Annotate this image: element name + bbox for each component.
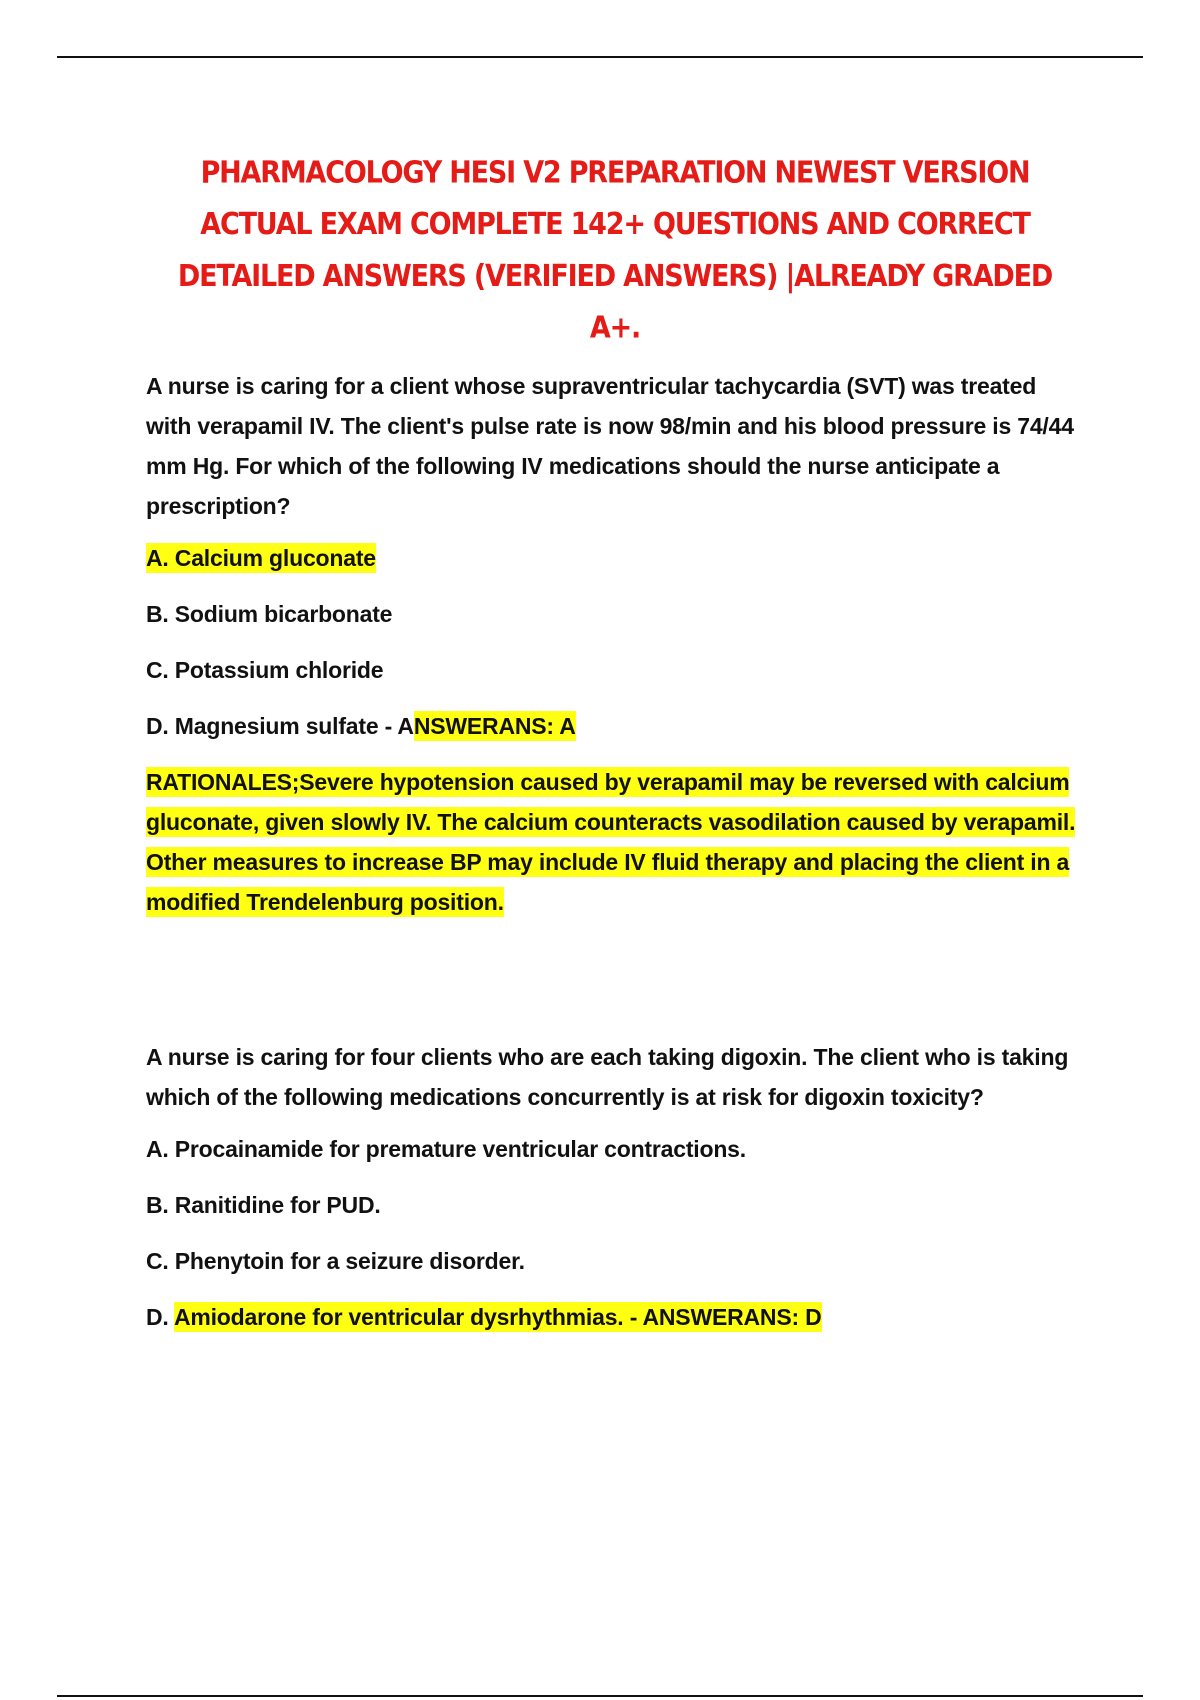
question-1-rationale <box>146 762 1086 922</box>
question-2 <box>146 1037 1086 1353</box>
question-2-stem: A nurse is caring for four clients who are each taking digoxin. The client who is taking which of the following medications concurrently is at risk for digoxin toxicity? <box>146 1044 1069 1110</box>
question-1-option-b: B. Sodium bicarbonate <box>146 601 393 627</box>
question-2-option-c: C. Phenytoin for a seizure disorder. <box>146 1248 525 1274</box>
answer-key-highlight: NSWERANS: A <box>413 713 576 739</box>
question-1 <box>146 366 1086 922</box>
option-d-prefix: D. <box>146 1304 174 1330</box>
bottom-rule <box>57 1695 1143 1697</box>
question-1-option-a <box>146 538 1086 578</box>
question-1-option-d <box>146 706 1086 746</box>
document-title: PHARMACOLOGY HESI V2 PREPARATION NEWEST VERSION ACTUAL EXAM COMPLETE 142+ QUESTIONS AND CORRECT DETAILED ANSWERS (VERIFIED ANSWERS) |ALREADY GRADED A+. <box>177 155 1053 346</box>
question-1-stem: A nurse is caring for a client whose supraventricular tachycardia (SVT) was treated with verapamil IV. The client's pulse rate is now 98/min and his blood pressure is 74/44 mm Hg. For which of the following IV medications should the nurse anticipate a prescription? <box>146 373 1074 519</box>
correct-answer-highlight: Amiodarone for ventricular dysrhythmias. - ANSWERANS: D <box>173 1304 822 1330</box>
question-2-option-d <box>146 1297 1086 1337</box>
question-2-option-a: A. Procainamide for premature ventricular contractions. <box>146 1136 746 1162</box>
correct-answer-highlight: A. Calcium gluconate <box>146 545 376 571</box>
question-1-option-c: C. Potassium chloride <box>146 657 384 683</box>
top-rule <box>57 56 1143 58</box>
option-d-text: D. Magnesium sulfate - A <box>146 713 414 739</box>
question-2-option-b: B. Ranitidine for PUD. <box>146 1192 381 1218</box>
rationale-text: RATIONALES;Severe hypotension caused by verapamil may be reversed with calcium gluconate, given slowly IV. The calcium counteracts vasodilation caused by verapamil. Other measures to increase BP may include IV fluid therapy and placing the client in a modified Trendelenburg position. <box>146 769 1076 915</box>
